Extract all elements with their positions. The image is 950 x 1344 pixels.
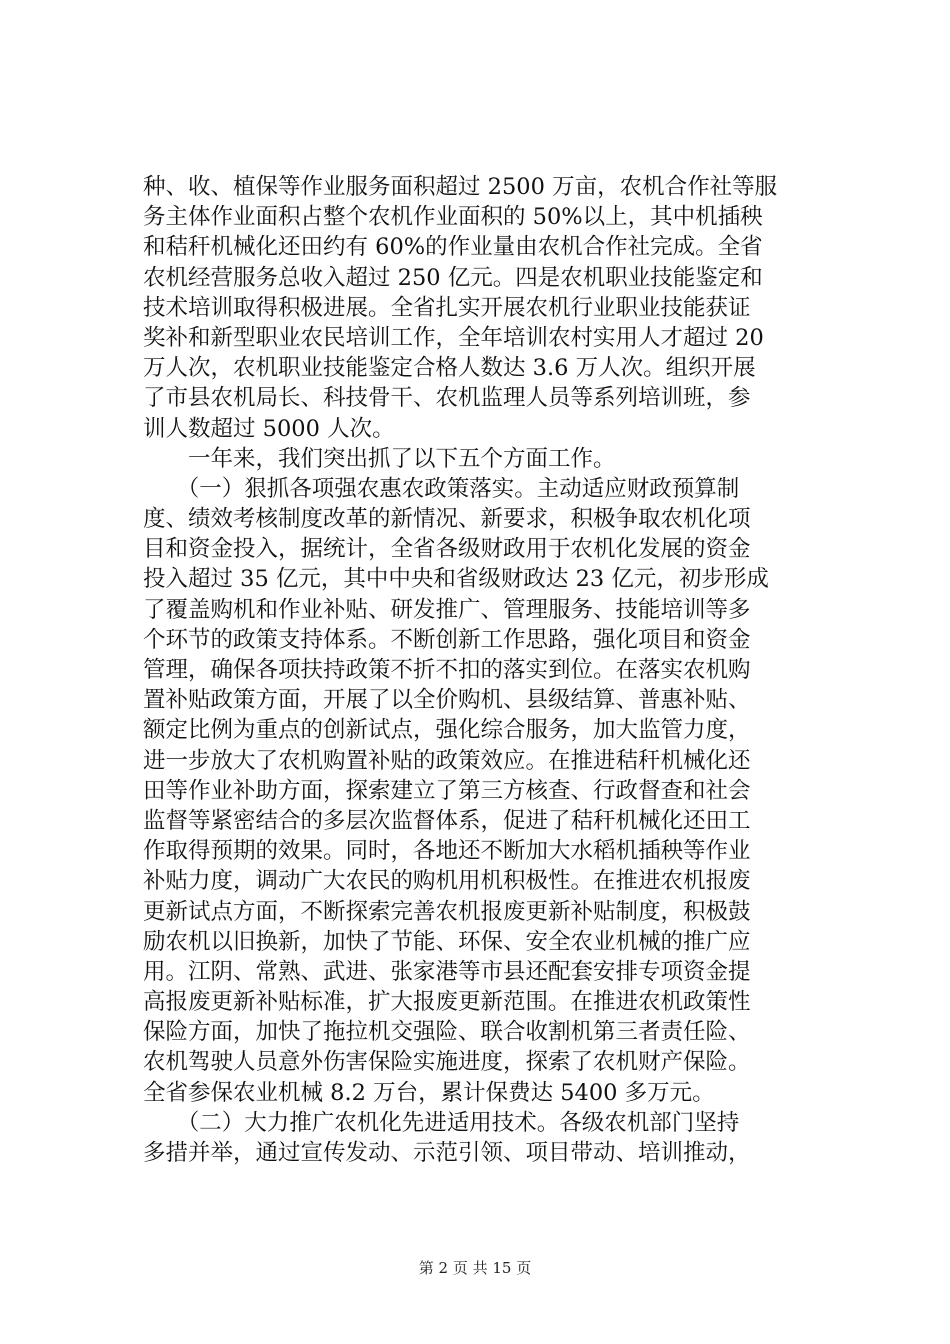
text-line: 个环节的政策支持体系。不断创新工作思路，强化项目和资金 <box>143 626 751 653</box>
text-line: 全省参保农业机械 8.2 万台，累计保费达 5400 多万元。 <box>143 1079 715 1106</box>
text-line: 务主体作业面积占整个农机作业面积的 50%以上，其中机插秧 <box>143 204 763 231</box>
text-line: 用。江阴、常熟、武进、张家港等市县还配套安排专项资金提 <box>143 958 751 985</box>
text-line: 一年来，我们突出抓了以下五个方面工作。 <box>143 445 616 472</box>
text-line: （二）大力推广农机化先进适用技术。各级农机部门坚持 <box>143 1109 740 1136</box>
text-line: 投入超过 35 亿元，其中中央和省级财政达 23 亿元，初步形成 <box>143 566 769 593</box>
text-line: 和秸秆机械化还田约有 60%的作业量由农机合作社完成。全省 <box>143 234 763 261</box>
text-line: 额定比例为重点的创新试点，强化综合服务，加大监管力度， <box>143 717 751 744</box>
page-footer <box>0 1258 950 1278</box>
text-line: 管理，确保各项扶持政策不折不扣的落实到位。在落实农机购 <box>143 657 751 683</box>
text-line: 置补贴政策方面，开展了以全价购机、县级结算、普惠补贴、 <box>143 687 751 714</box>
text-line: 更新试点方面，不断探索完善农机报废更新补贴制度，积极鼓 <box>143 898 751 925</box>
text-line: 奖补和新型职业农民培训工作，全年培训农村实用人才超过 20 <box>143 324 764 351</box>
text-line: 进一步放大了农机购置补贴的政策效应。在推进秸秆机械化还 <box>143 747 751 774</box>
text-line: 保险方面，加快了拖拉机交强险、联合收割机第三者责任险、 <box>143 1019 751 1046</box>
text-line: 目和资金投入，据统计，全省各级财政用于农机化发展的资金 <box>143 536 751 563</box>
text-line: 监督等紧密结合的多层次监督体系，促进了秸秆机械化还田工 <box>143 807 751 834</box>
text-line: 技术培训取得积极进展。全省扎实开展农机行业职业技能获证 <box>143 294 751 321</box>
text-line: 补贴力度，调动广大农民的购机用机积极性。在推进农机报废 <box>143 868 751 895</box>
text-line: 励农机以旧换新，加快了节能、环保、安全农业机械的推广应 <box>143 928 751 955</box>
text-line: 训人数超过 5000 人次。 <box>143 415 395 442</box>
text-line: （一）狠抓各项强农惠农政策落实。主动适应财政预算制 <box>143 475 740 502</box>
text-line: 多措并举，通过宣传发动、示范引领、项目带动、培训推动， <box>143 1140 751 1166</box>
text-line: 农机驾驶人员意外伤害保险实施进度，探索了农机财产保险。 <box>143 1049 751 1076</box>
text-line: 了市县农机局长、科技骨干、农机监理人员等系列培训班，参 <box>143 385 751 412</box>
text-line: 高报废更新补贴标准，扩大报废更新范围。在推进农机政策性 <box>143 989 751 1016</box>
text-line: 田等作业补助方面，探索建立了第三方核查、行政督查和社会 <box>143 777 751 804</box>
page-number: 第 2 页 共 15 页 <box>418 1259 532 1277</box>
text-line: 农机经营服务总收入超过 250 亿元。四是农机职业技能鉴定和 <box>143 264 763 291</box>
text-line: 作取得预期的效果。同时，各地还不断加大水稻机插秧等作业 <box>143 838 751 865</box>
text-line: 万人次，农机职业技能鉴定合格人数达 3.6 万人次。组织开展 <box>143 355 756 382</box>
body-text <box>143 172 843 1168</box>
text-line: 度、绩效考核制度改革的新情况、新要求，积极争取农机化项 <box>143 506 751 533</box>
text-line: 了覆盖购机和作业补贴、研发推广、管理服务、技能培训等多 <box>143 596 751 623</box>
text-line: 种、收、植保等作业服务面积超过 2500 万亩，农机合作社等服 <box>143 174 778 200</box>
